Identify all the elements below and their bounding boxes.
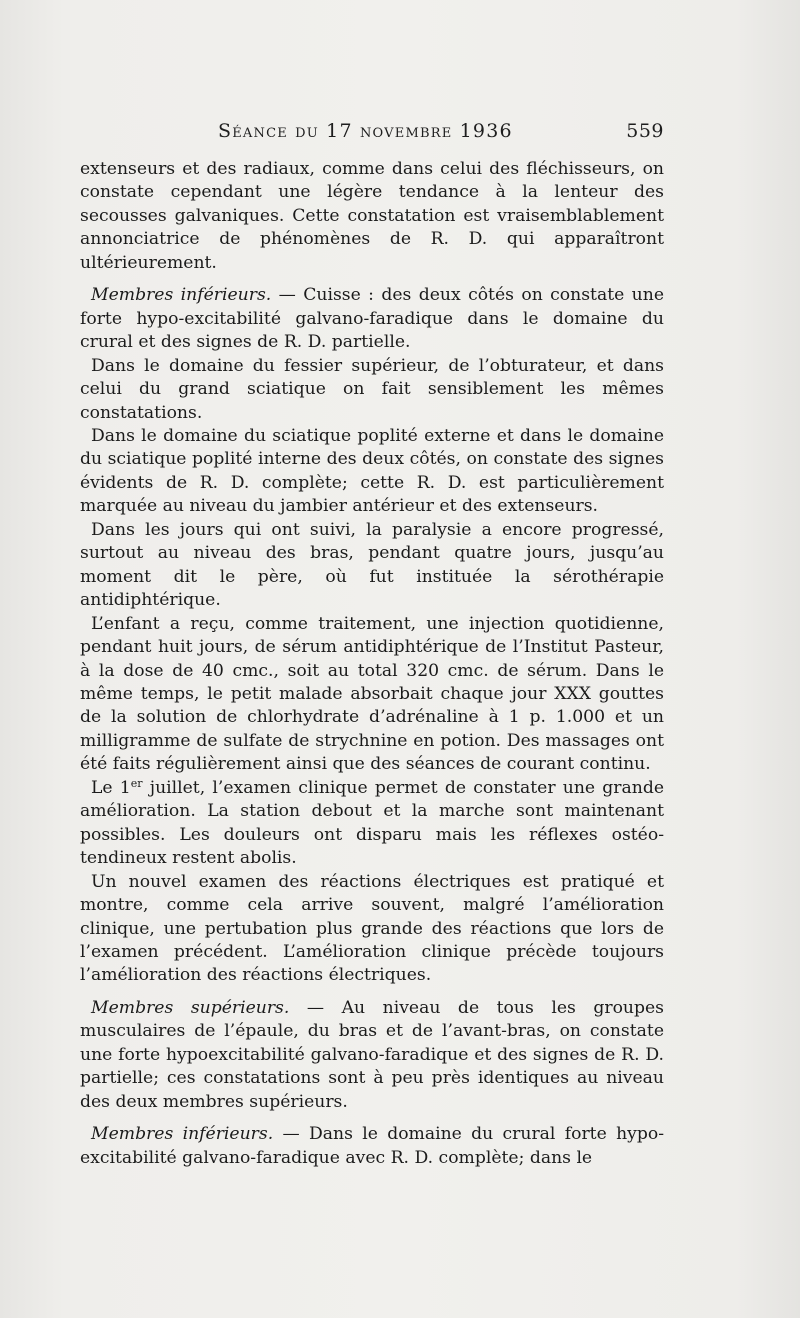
date-prefix: Le 1 xyxy=(91,777,131,798)
paragraph-3 xyxy=(80,355,664,425)
page-header xyxy=(80,120,664,150)
paragraph-text: Dans les jours qui ont suivi, la paralysie a encore progressé, surtout au niveau des bras, pendant quatre jours, jusqu’au moment dit le père, où fut instituée la sérothérapie antidiphtérique. xyxy=(80,519,664,611)
paragraph-text: — Cuisse : des deux côtés on constate une forte hypo-excitabilité galvano-faradique dans le domaine du crural et des signes de R. D. partielle. xyxy=(80,285,664,353)
ordinal-superscript: er xyxy=(130,776,143,790)
section-lead: Membres inférieurs. xyxy=(91,285,272,306)
paragraph-9 xyxy=(80,997,664,1114)
paragraph-text: Dans le domaine du sciatique poplité externe et dans le domaine du sciatique poplité interne des deux côtés, on constate des signes évidents de R. D. complète; cette R. D. est particulièrement marquée au niveau du jambier antérieur et des extenseurs. xyxy=(80,425,664,517)
paragraph-text: extenseurs et des radiaux, comme dans celui des fléchisseurs, on constate cependant une légère tendance à la lenteur des secousses galvaniques. Cette constatation est vraisemblablement annonciatrice de phénomènes de R. D. qui apparaîtront ultérieurement. xyxy=(80,159,664,273)
body-text xyxy=(80,158,664,1170)
paragraph-7 xyxy=(80,777,664,871)
section-lead: Membres supérieurs. xyxy=(91,997,290,1018)
paragraph-text: Un nouvel examen des réactions électriques est pratiqué et montre, comme cela arrive souvent, malgré l’amélioration clinique, une pertubation plus grande des réactions que lors de l’examen précédent. L’amélioration clinique précède toujours l’amélioration des réactions électriques. xyxy=(80,871,664,986)
paragraph-4 xyxy=(80,425,664,519)
paragraph-1 xyxy=(80,158,664,275)
running-head: Séance du 17 novembre 1936 xyxy=(218,120,513,142)
paragraph-5 xyxy=(80,519,664,613)
paragraph-10 xyxy=(80,1123,664,1170)
paragraph-2 xyxy=(80,284,664,354)
paragraph-text: — Dans le domaine du crural forte hypo-excitabilité galvano-faradique avec R. D. complète; dans le xyxy=(80,1124,665,1168)
paragraph-text: L’enfant a reçu, comme traitement, une injection quotidienne, pendant huit jours, de sérum antidiphtérique de l’Institut Pasteur, à la dose de 40 cmc., soit au total 320 cmc. de sérum. Dans le même temps, le petit malade absorbait chaque jour XXX gouttes de la solution de chlorhydrate d’adrénaline à 1 p. 1.000 et un milligramme de sulfate de strychnine en potion. Des massages ont été faits régulièrement ainsi que des séances de courant continu. xyxy=(80,613,664,775)
paragraph-text: juillet, l’examen clinique permet de constater une grande amélioration. La station debout et la marche sont maintenant possibles. Les douleurs ont disparu mais les réflexes ostéo-tendineux restent abolis. xyxy=(80,777,665,869)
paragraph-text: — Au niveau de tous les groupes musculaires de l’épaule, du bras et de l’avant-bras, on constate une forte hypoexcitabilité galvano-faradique et des signes de R. D. partielle; ces constatations sont à peu près identiques au niveau des deux membres supérieurs. xyxy=(80,997,664,1112)
page-number: 559 xyxy=(626,120,664,142)
paragraph-text: Dans le domaine du fessier supérieur, de l’obturateur, et dans celui du grand sciatique on fait sensiblement les mêmes constatations. xyxy=(80,355,664,423)
paragraph-8 xyxy=(80,871,664,988)
section-lead: Membres inférieurs. xyxy=(91,1124,274,1145)
paragraph-6 xyxy=(80,613,664,777)
